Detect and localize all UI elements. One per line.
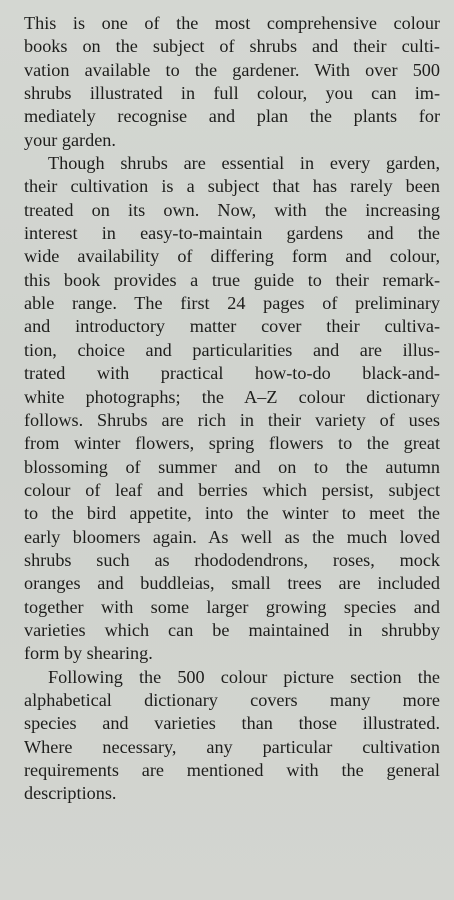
text-line: interest in easy-to-maintain gardens and the: [24, 223, 440, 244]
text-line: varieties which can be maintained in shrubby: [24, 619, 440, 640]
text-line: shrubs such as rhododendrons, roses, mock: [24, 549, 440, 570]
text-line: from winter flowers, spring flowers to the great: [24, 433, 440, 454]
text-line: wide availability of differing form and colour,: [24, 246, 440, 267]
text-line: their cultivation is a subject that has rarely been: [24, 176, 440, 197]
paragraph-1: [24, 12, 440, 152]
text-line: vation available to the gardener. With over 500: [24, 59, 440, 80]
text-line: species and varieties than those illustrated.: [24, 713, 440, 734]
text-line: trated with practical how-to-do black-and-: [24, 363, 440, 384]
text-line: follows. Shrubs are rich in their variety of uses: [24, 409, 440, 430]
text-line: colour of leaf and berries which persist, subject: [24, 479, 440, 500]
text-line: treated on its own. Now, with the increasing: [24, 199, 440, 220]
text-line: white photographs; the A–Z colour dictionary: [24, 386, 440, 407]
text-line: together with some larger growing species and: [24, 596, 440, 617]
text-line: blossoming of summer and on to the autumn: [24, 456, 440, 477]
text-line: mediately recognise and plan the plants for: [24, 106, 440, 127]
text-line: requirements are mentioned with the general: [24, 760, 440, 780]
text-line: this book provides a true guide to their remark-: [24, 269, 440, 290]
text-line: This is one of the most comprehensive colour: [24, 13, 440, 33]
text-line: oranges and buddleias, small trees are included: [24, 573, 440, 594]
text-line: to the bird appetite, into the winter to meet the: [24, 503, 440, 524]
paragraph-3: [24, 666, 440, 806]
paragraph-2: [24, 152, 440, 666]
text-line: Where necessary, any particular cultivation: [24, 736, 440, 757]
text-line: able range. The first 24 pages of preliminary: [24, 293, 440, 314]
text-line: form by shearing.: [24, 643, 153, 664]
text-line: tion, choice and particularities and are illus-: [24, 339, 440, 360]
text-line: books on the subject of shrubs and their culti-: [24, 36, 440, 57]
text-line: your garden.: [24, 129, 116, 150]
text-line: Though shrubs are essential in every garden,: [48, 153, 440, 174]
text-line: shrubs illustrated in full colour, you can im-: [24, 83, 440, 104]
text-line: and introductory matter cover their cultiva-: [24, 316, 440, 337]
text-line: early bloomers again. As well as the much loved: [24, 526, 440, 547]
text-line: descriptions.: [24, 783, 117, 804]
text-line: Following the 500 colour picture section the: [48, 666, 440, 687]
text-line: alphabetical dictionary covers many more: [24, 689, 440, 710]
